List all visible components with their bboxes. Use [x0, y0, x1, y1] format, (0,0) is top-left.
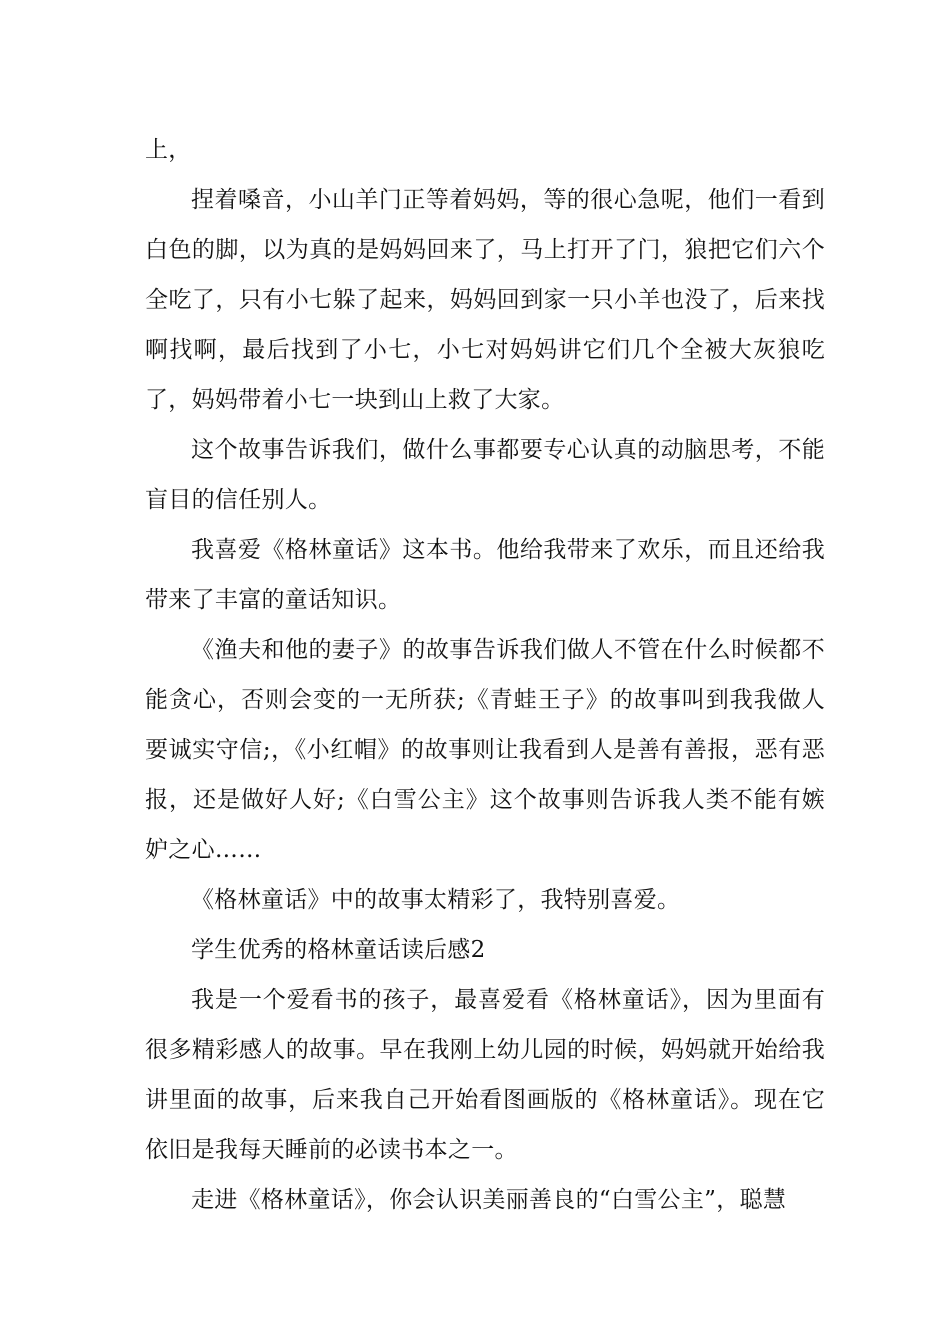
paragraph-intro-2: 我是一个爱看书的孩子，最喜爱看《格林童话》，因为里面有很多精彩感人的故事。早在我刚上幼儿园的时候，妈妈就开始给我讲里面的故事，后来我自己开始看图画版的《格林童话》。现在它依旧是我每天睡前的必读书本之一。 [145, 987, 825, 1163]
document-body [145, 125, 825, 1225]
paragraph-story-lessons: 《渔夫和他的妻子》的故事告诉我们做人不管在什么时候都不能贪心，否则会变的一无所获;《青蛙王子》的故事叫到我我做人要诚实守信;，《小红帽》的故事则让我看到人是善有善报，恶有恶报，还是做好人好;《白雪公主》这个故事则告诉我人类不能有嫉妒之心…… [145, 637, 825, 863]
paragraph-conclusion: 《格林童话》中的故事太精彩了，我特别喜爱。 [191, 887, 681, 913]
paragraph-enter-book: 走进《格林童话》，你会认识美丽善良的“白雪公主”，聪慧 [191, 1187, 787, 1213]
paragraph-story-end: 捏着嗓音，小山羊门正等着妈妈，等的很心急呢，他们一看到白色的脚，以为真的是妈妈回来了，马上打开了门，狼把它们六个全吃了，只有小七躲了起来，妈妈回到家一只小羊也没了，后来找啊找啊，最后找到了小七，小七对妈妈讲它们几个全被大灰狼吃了，妈妈带着小七一块到山上救了大家。 [145, 187, 825, 413]
paragraph-love-book: 我喜爱《格林童话》这本书。他给我带来了欢乐，而且还给我带来了丰富的童话知识。 [145, 537, 825, 613]
paragraph-continuation: 上， [145, 137, 192, 163]
paragraph-moral: 这个故事告诉我们，做什么事都要专心认真的动脑思考，不能盲目的信任别人。 [145, 437, 825, 513]
section-heading: 学生优秀的格林童话读后感2 [191, 937, 486, 963]
